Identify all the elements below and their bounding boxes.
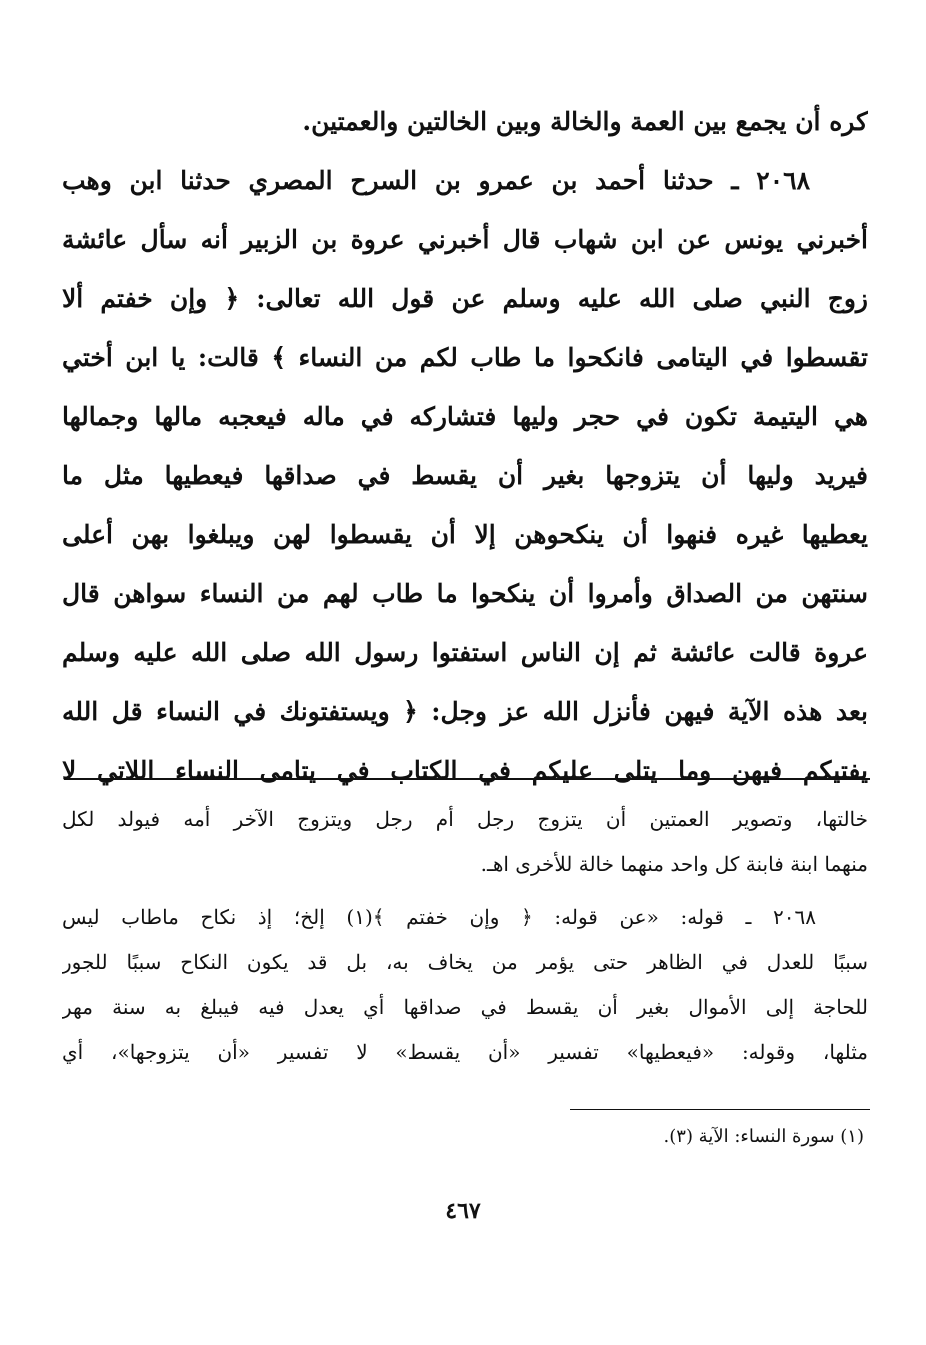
footnote: (١) سورة النساء: الآية (٣). (663, 1126, 864, 1147)
hadith-heading-line: ٢٠٦٨ ـ حدثنا أحمد بن عمرو بن السرح المصري حدثنا ابن وهب (62, 166, 810, 195)
commentary-line: مثلها، وقوله: «فيعطيها» تفسير «أن يقسط» لا تفسير «أن يتزوجها»، أي (62, 1040, 868, 1064)
text-line: كره أن يجمع بين العمة والخالة وبين الخالتين والعمتين. (302, 107, 868, 136)
text-line: بعد هذه الآية فيهن فأنزل الله عز وجل: ﴿ ويستفتونك في النساء قل الله (62, 697, 868, 726)
text-line: فيريد وليها أن يتزوجها بغير أن يقسط في صداقها فيعطيها مثل ما (62, 461, 868, 490)
commentary-heading-line: ٢٠٦٨ ـ قوله: «عن قوله: ﴿ وإن خفتم ﴾(١) إلخ؛ إذ نكاح ماطاب ليس (62, 905, 816, 929)
commentary-line: سببًا للعدل في الظاهر حتى يؤمر من يخاف به، بل قد يكون النكاح سببًا للجور (62, 950, 868, 974)
section-divider (64, 778, 870, 780)
text-line: تقسطوا في اليتامى فانكحوا ما طاب لكم من النساء ﴾ قالت: يا ابن أختي (62, 343, 868, 372)
text-line: عروة قالت عائشة ثم إن الناس استفتوا رسول الله صلى الله عليه وسلم (62, 638, 868, 667)
text-line: هي اليتيمة تكون في حجر وليها فتشاركه في ماله فيعجبه مالها وجمالها (62, 402, 868, 431)
text-line: زوج النبي صلى الله عليه وسلم عن قول الله تعالى: ﴿ وإن خفتم ألا (62, 284, 868, 313)
text-line: سنتهن من الصداق وأمروا أن ينكحوا ما طاب لهم من النساء سواهن قال (62, 579, 868, 608)
hadith-text (62, 92, 868, 800)
footnote-divider (570, 1109, 870, 1110)
text-line: يعطيها غيره فنهوا أن ينكحوهن إلا أن يقسطوا لهن ويبلغوا بهن أعلى (62, 520, 868, 549)
text-line: يفتيكم فيهن وما يتلى عليكم في الكتاب في يتامى النساء اللاتي لا (62, 756, 868, 785)
commentary-line: خالتها، وتصوير العمتين أن يتزوج رجل أم رجل ويتزوج الآخر أمه فيولد لكل (62, 807, 868, 831)
commentary (62, 797, 868, 1075)
page-number: ٤٦٧ (445, 1198, 481, 1224)
commentary-line: منهما ابنة فابنة كل واحد منهما خالة للأخرى اهـ. (480, 852, 868, 876)
commentary-line: للحاجة إلى الأموال بغير أن يقسط في صداقها أي يعدل فيه فيبلغ به سنة مهر (62, 995, 868, 1019)
text-line: أخبرني يونس عن ابن شهاب قال أخبرني عروة بن الزبير أنه سأل عائشة (62, 225, 868, 254)
